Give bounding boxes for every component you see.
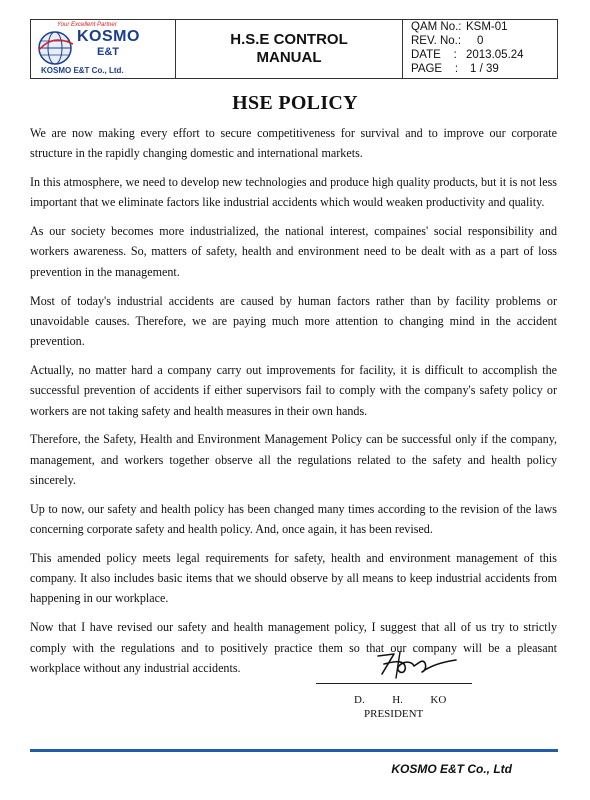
policy-paragraph: Most of today's industrial accidents are caused by human factors rather than by facility problems or unavoidable causes. Therefore, we are paying much more attention to changing mind in the accident prevention. (30, 293, 557, 349)
policy-paragraph: This amended policy meets legal requirements for safety, health and environment management of this company. It also includes basic items that we should observe by all means to keep industrial accidents from happening in our workplace. (30, 550, 557, 606)
signatory-name (354, 694, 446, 706)
footer-company: KOSMO E&T Co., Ltd (391, 762, 512, 776)
logo-tagline: Your Excellent Partner (57, 22, 117, 28)
meta-value: 2013.05.24 (466, 49, 524, 61)
name-surname: KO (430, 694, 447, 706)
signature-image (370, 648, 460, 680)
document-meta (403, 20, 558, 79)
meta-key: DATE : (411, 49, 457, 61)
company-logo (31, 20, 176, 79)
policy-paragraph: Up to now, our safety and health policy has been changed many times according to the revision of the laws concerning corporate safety and health policy. And, once again, it has been revised. (30, 501, 557, 537)
logo-brand-line2: E&T (97, 46, 119, 58)
meta-value: 0 (477, 35, 484, 48)
meta-value: KSM-01 (466, 21, 508, 34)
meta-value: 1 / 39 (470, 62, 499, 75)
meta-key: REV. No.: (411, 35, 462, 48)
policy-body (30, 123, 557, 687)
signature-line (316, 683, 472, 684)
policy-paragraph: Therefore, the Safety, Health and Environment Management Policy can be successful only if the company, management, and workers together observe all the regulations related to the safety and health policy sincerely. (30, 432, 557, 487)
policy-paragraph: Now that I have revised our safety and health management policy, I suggest that all of us try to strictly comply with the regulations and to positively practice them so that our company will be a pleasant workplace without any industrial accidents. (30, 620, 557, 675)
policy-paragraph: Actually, no matter hard a company carry out improvements for facility, it is difficult to accomplish the successful prevention of accidents if either supervisors fail to comply with the company's safety policy or workers are not taking safety and health measures in their own hands. (30, 362, 557, 418)
policy-paragraph: We are now making every effort to secure competitiveness for survival and to improve our corporate structure in the rapidly changing domestic and international markets. (30, 126, 557, 161)
meta-page (411, 63, 557, 77)
meta-qam (411, 21, 557, 35)
logo-brand-line1: KOSMO (77, 28, 140, 45)
name-initial-2: H. (392, 694, 403, 706)
page-title: HSE POLICY (232, 92, 358, 114)
manual-title-line2: MANUAL (256, 49, 322, 66)
meta-rev (411, 35, 557, 49)
signatory-position: PRESIDENT (364, 708, 424, 720)
name-initial-1: D. (354, 694, 365, 706)
footer-rule (30, 749, 558, 752)
globe-icon (37, 30, 73, 66)
policy-paragraph: As our society becomes more industrialized, the national interest, compaines' social responsibility and workers awareness. So, matters of safety, health and environment need to be dealt with as a part of loss prevention in the management. (30, 224, 557, 279)
manual-title (176, 20, 403, 79)
policy-paragraph: In this atmosphere, we need to develop new technologies and produce high quality products, but it is not less important that we eliminate factors like industrial accidents which would weaken productivity and quality. (30, 175, 557, 210)
meta-key: PAGE : (411, 62, 459, 75)
document-header (30, 19, 558, 79)
meta-date (411, 49, 557, 63)
manual-title-line1: H.S.E CONTROL (230, 31, 348, 48)
meta-key: QAM No.: (411, 21, 462, 34)
logo-company-name: KOSMO E&T Co., Ltd. (41, 66, 124, 75)
